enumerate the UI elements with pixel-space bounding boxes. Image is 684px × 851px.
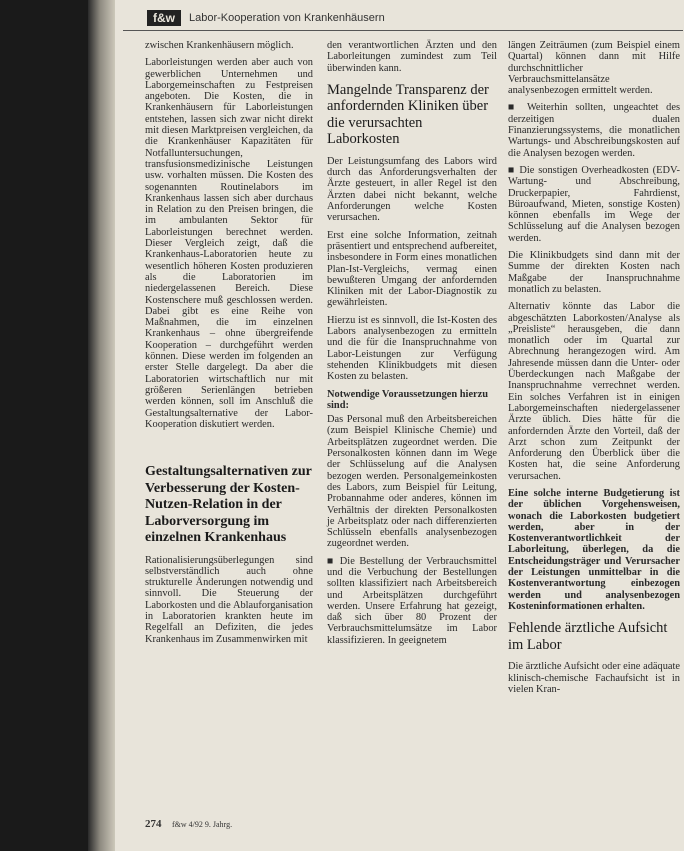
document-page	[115, 0, 684, 851]
paragraph: Die Klinikbudgets sind dann mit der Summe der direkten Kosten nach Maßgabe der Inanspruchnahme monatlich zu belasten.	[508, 250, 680, 295]
page-number: 274	[145, 818, 162, 830]
paragraph-bold: Eine solche interne Budgetierung ist der üblichen Vorgehensweisen, wonach die Laborkosten budgetiert werden, aber in der Kostenverantwortlichkeit der Laborleitung, überlegen, da die Entscheidungsträger und Verursacher der Leistungen unmittelbar in die Kostenverantwortung einbezogen werden und analysenbezogen Kosteninformationen erhalten.	[508, 487, 680, 612]
paragraph: den verantwortlichen Ärzten und den Laborleitungen zumindest zum Teil überwinden kann.	[327, 40, 497, 74]
paragraph: Alternativ könnte das Labor die abgeschätzten Laborkosten/Analyse als „Preisliste“ herausgeben, die dann monatlich oder im Quartal zur Abrechnung herangezogen wird. Am Jahresende müssen dann die Unter- oder Überdeckungen nach Maßgabe der Inanspruchnahme verrechnet werden. Ein solches Verfahren ist in einigen Laborgemeinschaften niedergelassener Ärzte üblich. Dies hätte für die anfordernden Ärzte den Vorteil, daß der Arzt schon zum Zeitpunkt der Anforderung den Überblick über die Kosten hat, die seine Anforderung verursachen.	[508, 301, 680, 482]
section-heading: Gestaltungsalternativen zur Verbesserung der Kosten-Nutzen-Relation in der Laborversorgung im einzelnen Krankenhaus	[145, 464, 312, 546]
section-heading: Mangelnde Transparenz der anfordernden Kliniken über die verursachten Laborkosten	[327, 81, 489, 148]
paragraph: Laborleistungen werden aber auch von gewerblichen Unternehmen und Laborgemeinschaften zu Festpreisen angeboten. Die Kosten, die in Krankenhäusern für Laborleistungen entstehen, lassen sich zwar nicht direkt mit diesen Marktpreisen vergleichen, da die Krankenhäuser Kapazitäten für Notfalluntersuchungen, transfusionsmedizinische Leistungen usw. vorhalten müssen. Die Kosten des sogenannten Routinelabors im Krankenhaus lassen sich aber durchaus in Relation zu den Preisen bringen, die im ambulanten Sektor für Laborleistungen berechnet werden. Dieser Vergleich zeigt, daß die Krankenhaus-Laboratorien heute zu wesentlich höheren Kosten produzieren als die Laboratorien im niedergelassenen Bereich. Diese Kostenschere muß geschlossen werden. Dabei gibt es eine Reihe von Maßnahmen, die im einzelnen Krankenhaus – ohne übergreifende Kooperation – durchgeführt werden können. Diese werden im folgenden an erster Stelle dargelegt. Da aber die Laboratorien wirtschaftlich nur mit größeren Serienlängen betrieben werden können, soll im Anschluß die Gestaltungsalternative der Labor-Kooperation diskutiert werden.	[145, 57, 313, 430]
header-title: Labor-Kooperation von Krankenhäusern	[189, 12, 385, 24]
magazine-logo: f&w	[147, 10, 181, 26]
paragraph: zwischen Krankenhäusern möglich.	[145, 40, 294, 51]
paragraph: Rationalisierungsüberlegungen sind selbstverständlich auch ohne strukturelle Änderungen notwendig und sinnvoll. Die Steuerung der Laborkosten und die Ablauforganisation in Laboratorien krankten heute im Regelfall an Defiziten, die jedes Krankenhaus im Zusammenwirken mit	[145, 554, 313, 645]
paragraph: Das Personal muß den Arbeitsbereichen (zum Beispiel Klinische Chemie) und Arbeitsplätzen zugeordnet werden. Die Personalkosten können dann im Wege der Schlüsselung auf die Analysen bezogen werden. Personalgemeinkosten des Labors, zum Beispiel für Leitung, Probannahme oder anderes, können im Verhältnis der direkten Personalkosten je Arbeitsplatz oder nach differenzierten Schlüsseln ebenfalls analysenbezogen zugeordnet werden.	[327, 414, 497, 550]
page-footer	[145, 818, 232, 830]
paragraph: ■ Die sonstigen Overheadkosten (EDV-Wartung- und Abschreibung, Druckerpapier, Fahrdienst, Büroaufwand, Mieten, sonstige Kosten) können ebenfalls im Wege der Schlüsselung auf die Analysen bezogen werden.	[508, 164, 680, 244]
paragraph: Die ärztliche Aufsicht oder eine adäquate klinisch-chemische Fachaufsicht ist in vielen Kran-	[508, 661, 680, 695]
book-spine	[88, 0, 118, 851]
paragraph: längen Zeiträumen (zum Beispiel einem Quartal) können dann mit Hilfe durchschnittlicher Verbrauchsmittelansätze analysenbezogen ermittelt werden.	[508, 40, 680, 97]
column-3	[508, 40, 680, 701]
section-heading: Fehlende ärztliche Aufsicht im Labor	[508, 620, 668, 653]
paragraph: ■ Die Bestellung der Verbrauchsmittel und die Verbuchung der Bestellungen sollten klassifiziert nach Arbeitsbereich und Arbeitsplätzen durchgeführt werden. Unsere Erfahrung hat gezeigt, daß sich über 80 Prozent der Verbrauchsmittelumsätze im Labor klassifizieren. In geeignetem	[327, 555, 497, 646]
subheading: Notwendige Voraussetzungen hierzu sind:	[327, 388, 489, 411]
paragraph: ■ Weiterhin sollten, ungeachtet des derzeitigen dualen Finanzierungssystems, die monatlichen Wartungs- und Abschreibungskosten auf die Analysen bezogen werden.	[508, 102, 680, 159]
magazine-issue: f&w 4/92 9. Jahrg.	[172, 820, 233, 829]
paragraph: Hierzu ist es sinnvoll, die Ist-Kosten des Labors analysenbezogen zu ermitteln und die für die Inanspruchnahme von Labor-Leistungen zur Verfügung stehenden Klinikbudgets mit diesen Kosten zu belasten.	[327, 314, 497, 383]
column-1	[145, 40, 313, 651]
paragraph: Erst eine solche Information, zeitnah präsentiert und entsprechend aufbereitet, insbesondere in Form eines monatlichen Plan-Ist-Vergleichs, vermag einen bewußteren Umgang der anfordernden Kliniken mit der Labor-Diagnostik zu gewährleisten.	[327, 229, 497, 309]
running-header	[123, 8, 683, 31]
paragraph: Der Leistungsumfang des Labors wird durch das Anforderungsverhalten der Ärzte gesteuert, in aller Regel ist den Ärzten dabei nicht bekannt, welche Anforderungen welche Kosten verursachen.	[327, 155, 497, 224]
column-2	[327, 40, 497, 652]
